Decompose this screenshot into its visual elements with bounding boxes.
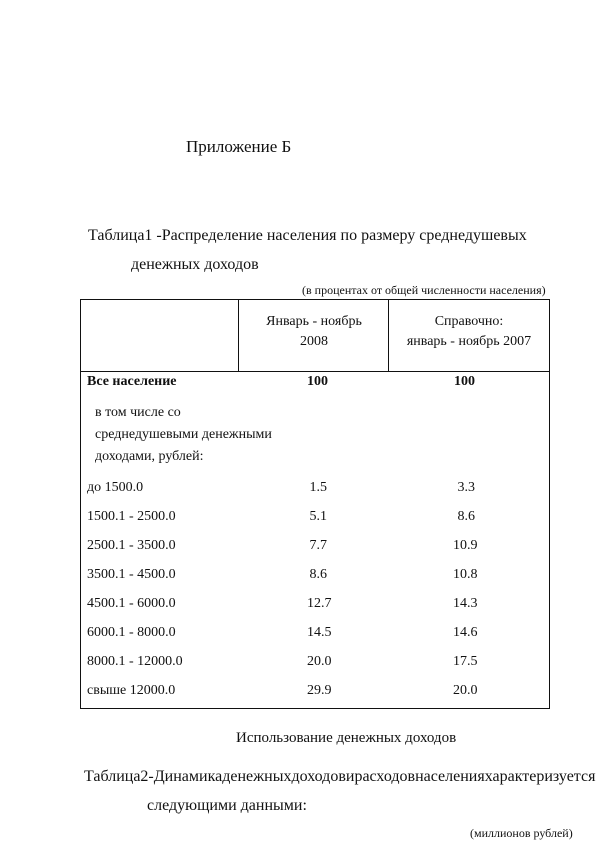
column-header-2007-line2: январь - ноябрь 2007 — [406, 334, 532, 349]
row-label: свыше 12000.0 — [87, 683, 176, 698]
row-label: до 1500.0 — [87, 480, 144, 495]
subgroup-note — [95, 402, 272, 468]
value-2007: 10.8 — [453, 567, 478, 582]
row-label: 6000.1 - 8000.0 — [87, 625, 176, 640]
appendix-title: Приложение Б — [186, 137, 292, 156]
value-2008: 7.7 — [309, 538, 327, 553]
value-2008: 5.1 — [309, 509, 327, 524]
value-2008: 20.0 — [307, 654, 332, 669]
table2-title-continued: следующими данными: — [147, 797, 307, 814]
value-2008: 1.5 — [309, 480, 327, 495]
table2-title-word: населения — [415, 768, 485, 785]
value-2007: 14.6 — [453, 625, 478, 640]
column-header-2007 — [389, 312, 549, 352]
table2-title-word: расходов — [354, 768, 416, 785]
row-label: 1500.1 - 2500.0 — [87, 509, 176, 524]
table-header-divider — [81, 371, 549, 372]
value-2007: 100 — [454, 374, 475, 389]
value-2008: 100 — [307, 374, 328, 389]
table1-title: Таблица1 -Распределение населения по размеру среднедушевых — [88, 227, 527, 244]
column-header-2007-line1: Справочно: — [434, 314, 504, 329]
value-2008: 12.7 — [307, 596, 332, 611]
column-header-2008-line2: 2008 — [300, 334, 328, 349]
table2-title-word: доходов — [291, 768, 346, 785]
value-2007: 20.0 — [453, 683, 478, 698]
income-distribution-table — [80, 299, 550, 709]
table2-title-word: Таблица2-Динамика — [84, 768, 223, 785]
value-2008: 14.5 — [307, 625, 332, 640]
subgroup-note-line: доходами, рублей: — [95, 449, 204, 464]
row-label: 2500.1 - 3500.0 — [87, 538, 176, 553]
table1-unit-note: (в процентах от общей численности населения) — [302, 283, 546, 297]
value-2008: 29.9 — [307, 683, 332, 698]
value-2008: 8.6 — [309, 567, 327, 582]
row-label: 4500.1 - 6000.0 — [87, 596, 176, 611]
table2-title-word: денежных — [222, 768, 292, 785]
row-label: Все население — [87, 374, 177, 389]
column-header-2008 — [239, 312, 389, 352]
table2-title-word: характеризуется — [484, 768, 596, 785]
usage-heading: Использование денежных доходов — [236, 730, 457, 746]
value-2007: 3.3 — [457, 480, 475, 495]
value-2007: 8.6 — [457, 509, 475, 524]
value-2007: 10.9 — [453, 538, 478, 553]
value-2007: 17.5 — [453, 654, 478, 669]
table2-title-word: и — [345, 768, 355, 785]
value-2007: 14.3 — [453, 596, 478, 611]
table2-unit-note: (миллионов рублей) — [470, 826, 573, 840]
table1-title-continued: денежных доходов — [131, 256, 259, 273]
subgroup-note-line: в том числе со — [95, 405, 181, 420]
row-label: 3500.1 - 4500.0 — [87, 567, 176, 582]
subgroup-note-line: среднедушевыми денежными — [95, 427, 272, 442]
column-header-2008-line1: Январь - ноябрь — [266, 314, 362, 329]
row-label: 8000.1 - 12000.0 — [87, 654, 183, 669]
table2-title — [84, 768, 596, 786]
